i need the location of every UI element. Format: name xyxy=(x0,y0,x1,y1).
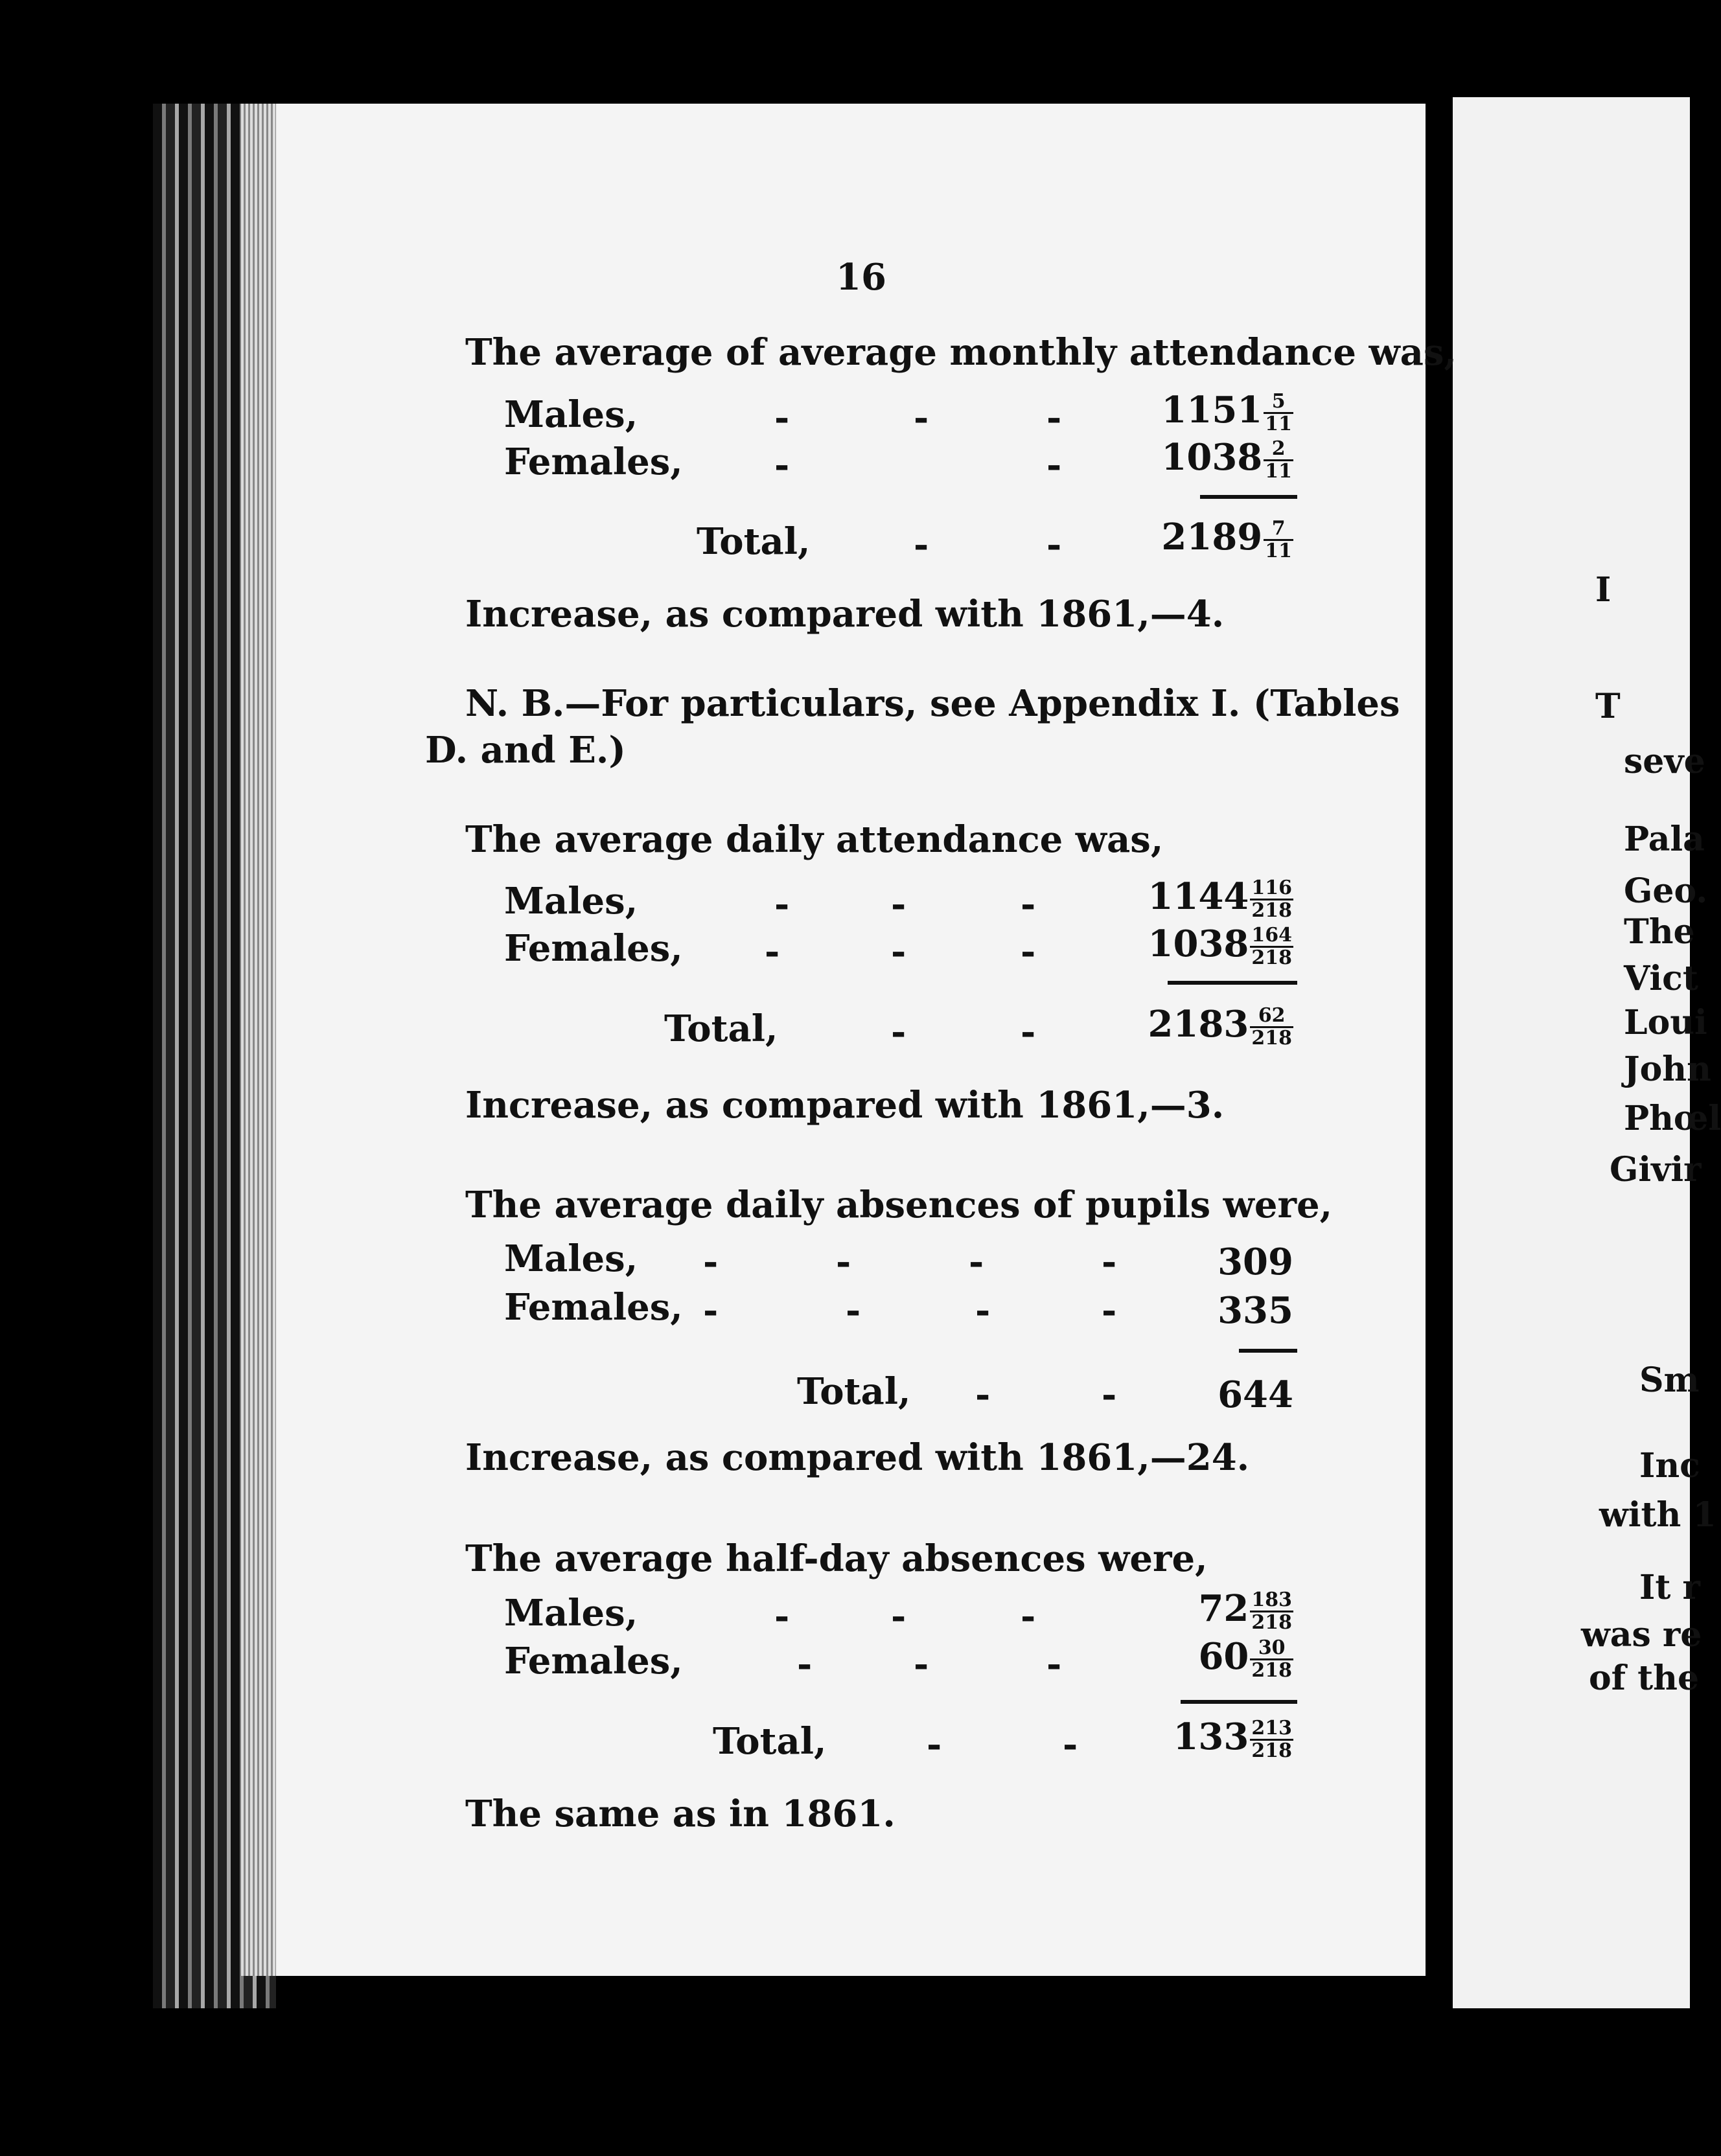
leader-dash: - xyxy=(1046,396,1062,439)
leader-dash: - xyxy=(1046,523,1062,566)
numerator: 5 xyxy=(1264,391,1293,414)
leader-dash: - xyxy=(1021,1595,1036,1638)
fraction xyxy=(1264,518,1293,561)
halfday-total-value xyxy=(1173,1715,1293,1761)
whole-part: 1038 xyxy=(1161,436,1263,479)
daily-females-value xyxy=(1148,923,1293,968)
monthly-total-label: Total, xyxy=(697,520,811,563)
leader-dash: - xyxy=(846,1289,861,1332)
leader-dash: - xyxy=(774,883,790,926)
halfday-males-label: Males, xyxy=(504,1592,638,1634)
leader-dash: - xyxy=(927,1723,942,1766)
next-page-fragment: Phœl xyxy=(1624,1099,1721,1138)
next-page-fragment: Inc xyxy=(1639,1446,1700,1485)
next-page-fragment: T xyxy=(1595,687,1621,726)
next-page-fragment: I xyxy=(1595,570,1611,610)
page-edges xyxy=(241,104,280,1976)
leader-dash: - xyxy=(1021,930,1036,973)
leader-dash: - xyxy=(975,1289,991,1332)
total-rule xyxy=(1239,1349,1297,1353)
numerator: 2 xyxy=(1264,439,1293,461)
next-page-fragment: with 1 xyxy=(1599,1495,1716,1535)
leader-dash: - xyxy=(1046,1643,1062,1686)
leader-dash: - xyxy=(774,396,790,439)
total-rule xyxy=(1168,981,1297,985)
numerator: 183 xyxy=(1251,1588,1292,1612)
leader-dash: - xyxy=(975,1373,991,1416)
numerator: 62 xyxy=(1250,1005,1293,1028)
leader-dash: - xyxy=(774,444,790,487)
leader-dash: - xyxy=(914,396,929,439)
daily-total-value xyxy=(1148,1003,1293,1048)
denominator: 218 xyxy=(1251,1026,1292,1049)
fraction xyxy=(1264,391,1293,434)
daily-total-label: Total, xyxy=(664,1007,778,1050)
next-page-fragment: It r xyxy=(1639,1568,1700,1607)
numerator: 7 xyxy=(1264,518,1293,541)
whole-part: 1038 xyxy=(1148,923,1249,965)
monthly-total-value xyxy=(1161,516,1293,561)
absences-males-value: 309 xyxy=(1218,1241,1293,1283)
nb-line-2: D. and E.) xyxy=(425,729,626,772)
monthly-females-value xyxy=(1161,436,1293,481)
denominator: 218 xyxy=(1251,1739,1292,1762)
next-page-fragment: of the xyxy=(1589,1658,1700,1698)
whole-part: 2189 xyxy=(1161,516,1263,558)
daily-females-label: Females, xyxy=(504,927,683,970)
denominator: 11 xyxy=(1265,539,1292,562)
halfday-males-value xyxy=(1198,1587,1293,1633)
next-page-fragment: seve xyxy=(1624,742,1705,781)
halfday-same: The same as in 1861. xyxy=(465,1793,895,1835)
page-gutter xyxy=(1426,104,1453,2002)
leader-dash: - xyxy=(836,1241,851,1283)
monthly-males-label: Males, xyxy=(504,393,638,436)
next-page-fragment: Vict xyxy=(1624,959,1698,998)
fraction xyxy=(1264,439,1293,481)
absences-females-value: 335 xyxy=(1218,1289,1293,1332)
daily-heading: The average daily attendance was, xyxy=(465,818,1164,861)
absences-total-value: 644 xyxy=(1218,1373,1293,1416)
monthly-females-label: Females, xyxy=(504,441,683,483)
leader-dash: - xyxy=(774,1595,790,1638)
denominator: 218 xyxy=(1251,946,1292,969)
leader-dash: - xyxy=(703,1289,719,1332)
whole-part: 2183 xyxy=(1148,1003,1249,1046)
leader-dash: - xyxy=(891,1595,907,1638)
numerator: 116 xyxy=(1251,877,1292,900)
next-page-fragment: Sm xyxy=(1639,1360,1700,1400)
leader-dash: - xyxy=(1046,444,1062,487)
next-page-fragment: Geo. xyxy=(1624,871,1708,911)
whole-part: 1151 xyxy=(1161,389,1263,431)
absences-heading: The average daily absences of pupils were, xyxy=(465,1184,1333,1226)
next-page-fragment: John xyxy=(1624,1049,1711,1089)
fraction xyxy=(1250,878,1293,921)
daily-increase: Increase, as compared with 1861,—3. xyxy=(465,1084,1225,1127)
leader-dash: - xyxy=(797,1643,813,1686)
absences-females-label: Females, xyxy=(504,1286,683,1329)
denominator: 11 xyxy=(1265,412,1292,435)
halfday-females-label: Females, xyxy=(504,1640,683,1682)
leader-dash: - xyxy=(703,1241,719,1283)
leader-dash: - xyxy=(891,1011,907,1053)
fraction xyxy=(1250,1590,1293,1633)
halfday-heading: The average half-day absences were, xyxy=(465,1537,1208,1580)
leader-dash: - xyxy=(1102,1373,1117,1416)
numerator: 30 xyxy=(1250,1638,1293,1660)
leader-dash: - xyxy=(914,523,929,566)
numerator: 213 xyxy=(1251,1717,1292,1740)
fraction xyxy=(1250,1638,1293,1680)
next-page-fragment: Givir xyxy=(1610,1150,1702,1189)
whole-part: 133 xyxy=(1173,1715,1249,1758)
leader-dash: - xyxy=(1102,1289,1117,1332)
total-rule xyxy=(1200,495,1297,499)
denominator: 218 xyxy=(1251,1658,1292,1682)
monthly-increase: Increase, as compared with 1861,—4. xyxy=(465,593,1225,636)
leader-dash: - xyxy=(1021,1011,1036,1053)
fraction xyxy=(1250,1005,1293,1048)
absences-increase: Increase, as compared with 1861,—24. xyxy=(465,1436,1250,1479)
leader-dash: - xyxy=(914,1643,929,1686)
whole-part: 60 xyxy=(1198,1635,1249,1678)
leader-dash: - xyxy=(1102,1241,1117,1283)
daily-males-value xyxy=(1148,875,1293,921)
total-rule xyxy=(1181,1700,1297,1704)
halfday-females-value xyxy=(1198,1635,1293,1680)
page-number: 16 xyxy=(836,256,886,299)
nb-line-1: N. B.—For particulars, see Appendix I. (Tables xyxy=(465,682,1400,725)
absences-males-label: Males, xyxy=(504,1237,638,1280)
next-page-fragment: The xyxy=(1624,912,1695,952)
next-page-fragment: Pala xyxy=(1624,820,1705,859)
next-page-fragment: Loui xyxy=(1624,1003,1707,1042)
leader-dash: - xyxy=(891,883,907,926)
leader-dash: - xyxy=(891,930,907,973)
leader-dash: - xyxy=(969,1241,984,1283)
monthly-males-value xyxy=(1161,389,1293,434)
monthly-heading: The average of average monthly attendance was, xyxy=(465,331,1457,374)
fraction xyxy=(1250,925,1293,968)
halfday-total-label: Total, xyxy=(713,1720,827,1763)
denominator: 11 xyxy=(1265,459,1292,483)
absences-total-label: Total, xyxy=(797,1370,911,1413)
next-page-fragment: was re xyxy=(1581,1615,1702,1655)
numerator: 164 xyxy=(1251,924,1292,947)
leader-dash: - xyxy=(1021,883,1036,926)
denominator: 218 xyxy=(1251,1611,1292,1634)
whole-part: 72 xyxy=(1198,1587,1249,1630)
leader-dash: - xyxy=(1063,1723,1078,1766)
daily-males-label: Males, xyxy=(504,880,638,923)
fraction xyxy=(1250,1718,1293,1761)
whole-part: 1144 xyxy=(1148,875,1249,918)
leader-dash: - xyxy=(765,930,780,973)
denominator: 218 xyxy=(1251,899,1292,922)
